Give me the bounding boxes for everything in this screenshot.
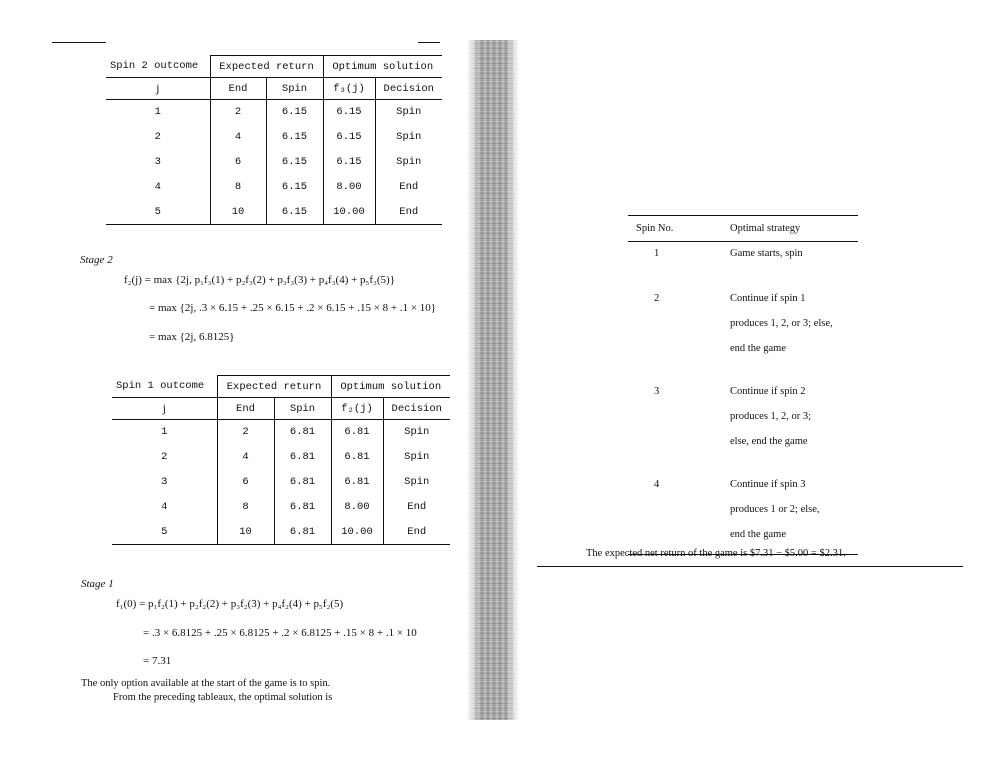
stage2-table	[112, 375, 450, 545]
cell-end: 4	[210, 125, 266, 150]
cell-spin: 6.15	[266, 125, 323, 150]
stage2-equation-3: = max {2j, 6.8125}	[149, 331, 235, 343]
strategy-text	[730, 242, 858, 288]
sub-spin-header: Spin	[274, 398, 331, 420]
cell-spin: 6.15	[266, 200, 323, 225]
cell-end: 4	[217, 445, 274, 470]
table-row	[106, 150, 442, 175]
cell-end: 10	[210, 200, 266, 225]
strategy-line: produces 1, 2, or 3;	[730, 411, 812, 422]
col-expected-header: Expected return	[217, 376, 331, 398]
sub-end-header: End	[210, 78, 266, 100]
stage2-equation-1: f₂(j) = max {2j, p₁f₃(1) + p₂f₃(2) + p₃f₃(3) + p₄f₃(4) + p₅f₃(5)}	[124, 274, 395, 286]
cell-j: 1	[154, 106, 161, 119]
stage1-equation-1: f₁(0) = p₁f₂(1) + p₂f₂(2) + p₃f₂(3) + p₄f₂(4) + p₅f₂(5)	[116, 598, 344, 610]
sub-f-header: f₂(j)	[331, 398, 383, 420]
cell-spin: 6.15	[266, 175, 323, 200]
cell-decision: End	[383, 495, 450, 520]
sub-f-header: f₃(j)	[323, 78, 375, 100]
sub-j-header: j	[106, 78, 210, 100]
strategy-row	[628, 242, 858, 288]
cell-f: 6.15	[323, 125, 375, 150]
strategy-text	[730, 473, 858, 555]
spin-number: 2	[654, 293, 660, 304]
cell-spin: 6.81	[274, 445, 331, 470]
cell-decision: End	[383, 520, 450, 545]
sub-end-header: End	[217, 398, 274, 420]
strategy-text	[730, 380, 858, 473]
strategy-line: Continue if spin 1	[730, 293, 806, 304]
cell-spin: 6.81	[274, 420, 331, 445]
cell-spin: 6.81	[274, 495, 331, 520]
strategy-row	[628, 287, 858, 380]
cell-spin: 6.81	[274, 520, 331, 545]
cell-decision: End	[375, 175, 442, 200]
spin-number: 1	[654, 248, 660, 259]
cell-decision: Spin	[375, 150, 442, 175]
col-outcome-header: Spin 1 outcome	[116, 380, 205, 393]
cell-f: 6.81	[331, 470, 383, 495]
strategy-line: Continue if spin 3	[730, 479, 806, 490]
sub-decision-header: Decision	[383, 398, 450, 420]
cell-spin: 6.15	[266, 100, 323, 125]
strategy-line: end the game	[730, 343, 786, 354]
strategy-line: Continue if spin 2	[730, 386, 806, 397]
spin-number: 4	[628, 473, 730, 555]
cell-end: 10	[217, 520, 274, 545]
cell-j: 1	[161, 426, 168, 439]
cell-j: 2	[161, 451, 168, 463]
cell-decision: End	[375, 200, 442, 225]
cell-j: 2	[154, 131, 161, 143]
stage2-label: Stage 2	[80, 254, 113, 266]
table-row	[112, 445, 450, 470]
table-row	[112, 470, 450, 495]
cell-decision: Spin	[375, 125, 442, 150]
col-optimal-strategy-header: Optimal strategy	[730, 216, 858, 242]
cell-end: 6	[217, 470, 274, 495]
cell-j: 4	[154, 181, 161, 193]
table-row	[106, 125, 442, 150]
sub-decision-header: Decision	[375, 78, 442, 100]
table-row	[112, 420, 450, 445]
stage1-label: Stage 1	[81, 578, 114, 590]
strategy-line: else, end the game	[730, 436, 808, 447]
stage3-table	[106, 55, 442, 225]
strategy-row	[628, 473, 858, 555]
cell-decision: Spin	[383, 420, 450, 445]
col-spin-no-header: Spin No.	[628, 216, 730, 242]
strategy-row	[628, 380, 858, 473]
col-optimum-header: Optimum solution	[323, 56, 442, 78]
cell-decision: Spin	[383, 470, 450, 495]
cell-end: 8	[217, 495, 274, 520]
stage2-equation-2: = max {2j, .3 × 6.15 + .25 × 6.15 + .2 × 6.15 + .15 × 8 + .1 × 10}	[149, 302, 437, 314]
table-row	[106, 200, 442, 225]
cell-j: 3	[161, 476, 168, 488]
page-binding-gutter	[467, 40, 519, 720]
table-row	[112, 520, 450, 545]
net-return-sentence: The expected net return of the game is $7.31 − $5.00 = $2.31.	[586, 548, 846, 559]
strategy-line: end the game	[730, 529, 786, 540]
stage1-equation-2: = .3 × 6.8125 + .25 × 6.8125 + .2 × 6.8125 + .15 × 8 + .1 × 10	[143, 627, 417, 639]
strategy-line: Game starts, spin	[730, 248, 803, 259]
stage1-equation-3: = 7.31	[143, 655, 172, 667]
col-expected-header: Expected return	[210, 56, 323, 78]
cell-f: 6.81	[331, 420, 383, 445]
bottom-right-rule	[537, 566, 963, 567]
cell-j: 5	[106, 200, 210, 225]
cell-end: 2	[210, 100, 266, 125]
cell-f: 8.00	[323, 175, 375, 200]
cell-decision: Spin	[383, 445, 450, 470]
cell-end: 2	[217, 420, 274, 445]
cell-f: 10.00	[323, 200, 375, 225]
cell-f: 6.15	[323, 150, 375, 175]
cell-j: 5	[112, 520, 217, 545]
sub-j-header: j	[112, 398, 217, 420]
cell-spin: 6.81	[274, 470, 331, 495]
cell-end: 8	[210, 175, 266, 200]
sub-spin-header: Spin	[266, 78, 323, 100]
col-optimum-header: Optimum solution	[331, 376, 450, 398]
optimal-strategy-table	[628, 215, 858, 555]
cell-f: 8.00	[331, 495, 383, 520]
strategy-text	[730, 287, 858, 380]
cell-decision: Spin	[375, 100, 442, 125]
paragraph-line-1: The only option available at the start of the game is to spin.	[81, 678, 331, 689]
top-left-rule	[52, 42, 106, 43]
cell-f: 10.00	[331, 520, 383, 545]
spin-number: 3	[654, 386, 660, 397]
paragraph-line-2: From the preceding tableaux, the optimal solution is	[113, 692, 333, 703]
col-outcome-header: Spin 2 outcome	[110, 60, 199, 73]
cell-j: 4	[161, 501, 168, 513]
table-row	[106, 100, 442, 125]
cell-end: 6	[210, 150, 266, 175]
cell-j: 3	[154, 156, 161, 168]
table-row	[112, 495, 450, 520]
strategy-line: produces 1 or 2; else,	[730, 504, 820, 515]
cell-spin: 6.15	[266, 150, 323, 175]
top-right-rule	[418, 42, 440, 43]
strategy-line: produces 1, 2, or 3; else,	[730, 318, 833, 329]
cell-f: 6.15	[323, 100, 375, 125]
table-row	[106, 175, 442, 200]
cell-f: 6.81	[331, 445, 383, 470]
